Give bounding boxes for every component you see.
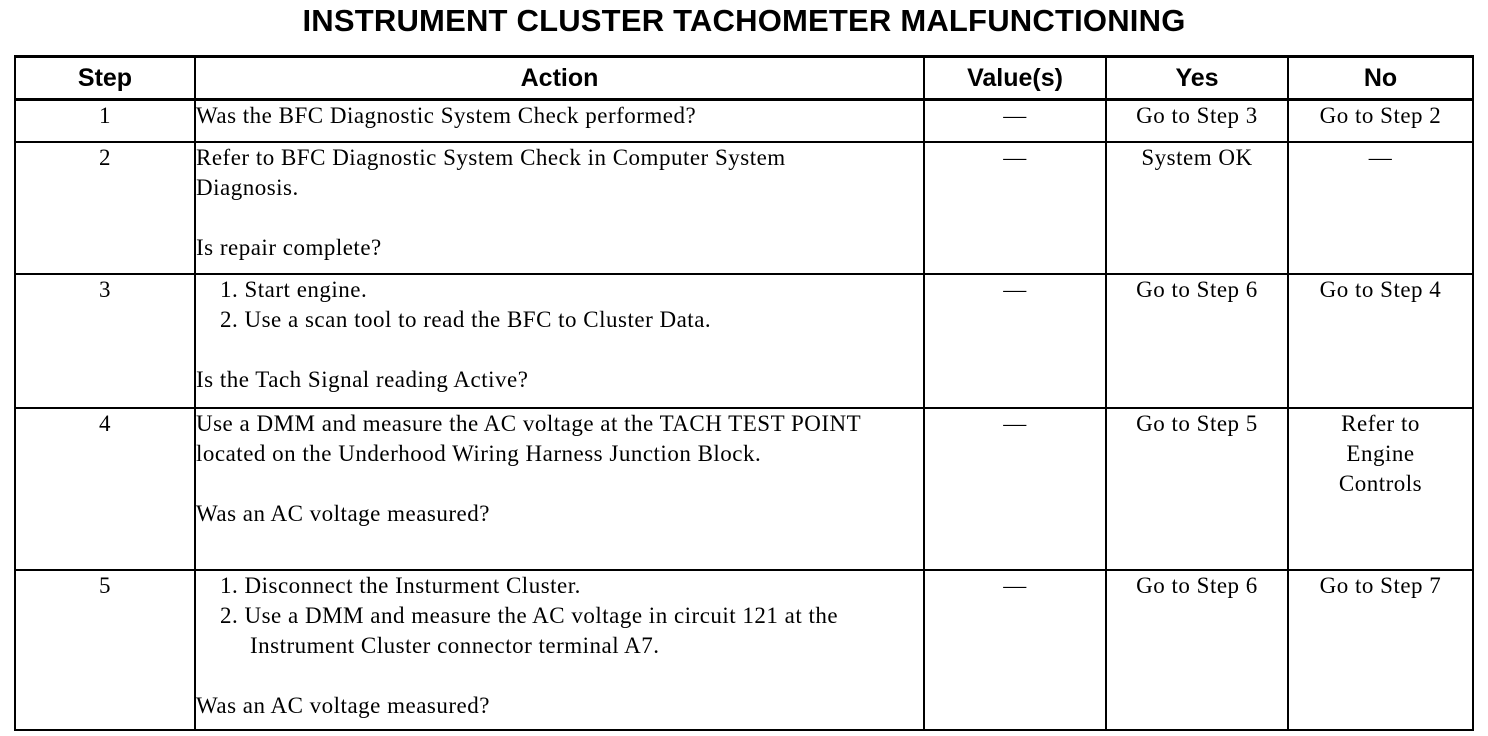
- table-row: [15, 100, 1473, 142]
- value-cell: —: [924, 100, 1106, 142]
- action-question: Is repair complete?: [196, 234, 382, 260]
- action-text: Refer to BFC Diagnostic System Check in Computer System Diagnosis.: [196, 144, 786, 200]
- list-item: 1. Disconnect the Insturment Cluster.: [220, 572, 581, 598]
- action-cell: [195, 142, 924, 274]
- step-number: 2: [15, 142, 195, 274]
- action-steps-list: [196, 275, 923, 335]
- no-cell: [1288, 408, 1473, 570]
- no-cell: —: [1288, 142, 1473, 274]
- action-text: Use a DMM and measure the AC voltage at the TACH TEST POINT located on the Underhood Wiring Harness Junction Block.: [196, 410, 861, 466]
- step-number: 5: [15, 570, 195, 730]
- header-action: Action: [195, 57, 924, 100]
- header-step: Step: [15, 57, 195, 100]
- step-number: 4: [15, 408, 195, 570]
- action-question: Was an AC voltage measured?: [196, 500, 490, 526]
- action-cell: [195, 274, 924, 408]
- yes-cell: Go to Step 6: [1106, 570, 1288, 730]
- table-row: [15, 274, 1473, 408]
- no-cell: Go to Step 7: [1288, 570, 1473, 730]
- diagnostic-table: [14, 55, 1474, 731]
- table-row: [15, 408, 1473, 570]
- yes-cell: System OK: [1106, 142, 1288, 274]
- value-cell: —: [924, 570, 1106, 730]
- list-item: 1. Start engine.: [220, 276, 368, 302]
- yes-cell: Go to Step 3: [1106, 100, 1288, 142]
- value-cell: —: [924, 274, 1106, 408]
- action-cell: [195, 408, 924, 570]
- action-steps-list: [196, 571, 923, 661]
- action-text: Was the BFC Diagnostic System Check performed?: [195, 100, 924, 142]
- table-row: [15, 570, 1473, 730]
- table-header-row: [15, 57, 1473, 100]
- action-cell: [195, 570, 924, 730]
- list-item: 2. Use a scan tool to read the BFC to Cluster Data.: [220, 306, 712, 332]
- step-number: 1: [15, 100, 195, 142]
- step-number: 3: [15, 274, 195, 408]
- no-cell: Go to Step 4: [1288, 274, 1473, 408]
- yes-cell: Go to Step 5: [1106, 408, 1288, 570]
- header-no: No: [1288, 57, 1473, 100]
- page-title: INSTRUMENT CLUSTER TACHOMETER MALFUNCTIONING: [302, 3, 1186, 38]
- list-item: 2. Use a DMM and measure the AC voltage in circuit 121 at the Instrument Cluster connector terminal A7.: [220, 602, 839, 658]
- action-question: Is the Tach Signal reading Active?: [196, 366, 529, 392]
- value-cell: —: [924, 408, 1106, 570]
- no-cell: Go to Step 2: [1288, 100, 1473, 142]
- header-yes: Yes: [1106, 57, 1288, 100]
- action-question: Was an AC voltage measured?: [196, 692, 490, 718]
- header-values: Value(s): [924, 57, 1106, 100]
- yes-cell: Go to Step 6: [1106, 274, 1288, 408]
- value-cell: —: [924, 142, 1106, 274]
- table-row: [15, 142, 1473, 274]
- no-cell-text: Refer to Engine Controls: [1338, 410, 1423, 496]
